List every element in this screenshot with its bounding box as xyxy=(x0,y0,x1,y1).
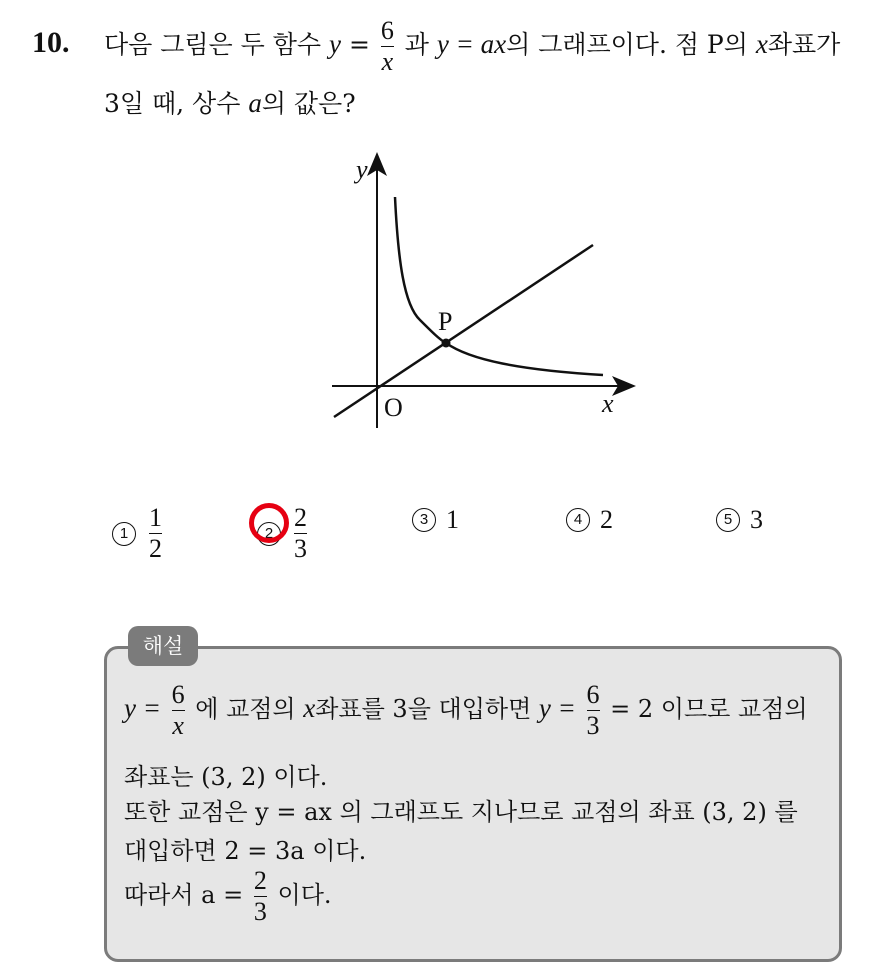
solution-numerator: 6 xyxy=(586,680,600,709)
solution-line-3: 또한 교점은 y = ax 의 그래프도 지나므로 교점의 좌표 (3, 2) 를 xyxy=(124,798,798,826)
eq1-denominator: x xyxy=(381,47,394,76)
selected-answer-mark xyxy=(249,503,289,543)
choice-numerator: 1 xyxy=(149,503,162,532)
question-text: 다음 그림은 두 함수 xyxy=(104,30,322,59)
choice-marker: 2 xyxy=(257,522,281,546)
solution-fraction xyxy=(172,682,185,739)
choice-fraction xyxy=(294,505,307,562)
question-text: 의 값은? xyxy=(261,89,356,118)
question-line-1 xyxy=(104,18,840,75)
solution-line-5 xyxy=(124,868,332,925)
choice-marker: 5 xyxy=(716,508,740,532)
solution-line-1 xyxy=(124,682,808,739)
solution-text: 좌표를 3을 대입하면 xyxy=(315,695,532,723)
choice-4[interactable] xyxy=(566,505,613,535)
question-number: 10. xyxy=(32,26,70,59)
solution-text: = 2 이므로 교점의 xyxy=(610,695,808,723)
solution-text: y = xyxy=(124,693,161,723)
var-x: x xyxy=(755,29,768,59)
solution-numerator: 2 xyxy=(253,866,267,895)
question-line-2 xyxy=(104,84,356,120)
var-a: a xyxy=(248,88,262,118)
choice-5[interactable] xyxy=(716,505,763,535)
question-text: 3일 때, 상수 xyxy=(104,89,241,118)
point-p-label: P xyxy=(438,307,453,336)
eq1-equals: = xyxy=(348,30,370,59)
solution-line-2: 좌표는 (3, 2) 이다. xyxy=(124,763,328,791)
solution-text: 에 교점의 xyxy=(195,695,296,723)
choice-marker: 3 xyxy=(412,508,436,532)
eq1-numerator: 6 xyxy=(380,16,394,45)
solution-tag: 해설 xyxy=(128,626,198,666)
solution-text: 이다. xyxy=(277,881,332,909)
function-graph xyxy=(320,150,640,435)
solution-denominator: 3 xyxy=(253,897,267,926)
line-y-ax xyxy=(334,245,593,417)
solution-var: x xyxy=(303,693,316,723)
choice-value: 2 xyxy=(600,505,613,534)
solution-text: y = xyxy=(538,693,576,723)
eq1-lhs: y xyxy=(329,29,341,59)
solution-denominator: 3 xyxy=(586,711,600,740)
solution-fraction xyxy=(254,868,267,925)
choice-denominator: 2 xyxy=(149,534,162,563)
solution-denominator: x xyxy=(172,711,184,740)
choice-value: 1 xyxy=(446,505,459,534)
eq2: y = ax xyxy=(436,29,507,59)
question-text: 좌표가 xyxy=(767,30,841,59)
choice-marker: 4 xyxy=(566,508,590,532)
choice-fraction xyxy=(149,505,162,562)
solution-numerator: 6 xyxy=(171,680,185,709)
choice-1[interactable] xyxy=(112,505,165,562)
solution-line-4: 대입하면 2 = 3a 이다. xyxy=(124,837,367,865)
solution-text: 따라서 a = xyxy=(124,881,244,909)
choice-value: 3 xyxy=(750,505,763,534)
y-axis-label: y xyxy=(356,155,368,184)
point-p xyxy=(442,339,451,348)
x-axis-label: x xyxy=(602,389,614,418)
eq1-fraction xyxy=(381,18,394,75)
solution-fraction xyxy=(587,682,600,739)
choice-marker: 1 xyxy=(112,522,136,546)
choice-numerator: 2 xyxy=(294,503,307,532)
choice-denominator: 3 xyxy=(294,534,307,563)
question-text: 과 xyxy=(404,30,429,59)
origin-label: O xyxy=(384,393,403,422)
choice-3[interactable] xyxy=(412,505,459,535)
hyperbola-curve xyxy=(395,197,603,375)
question-text: 의 그래프이다. 점 P의 xyxy=(506,30,748,59)
